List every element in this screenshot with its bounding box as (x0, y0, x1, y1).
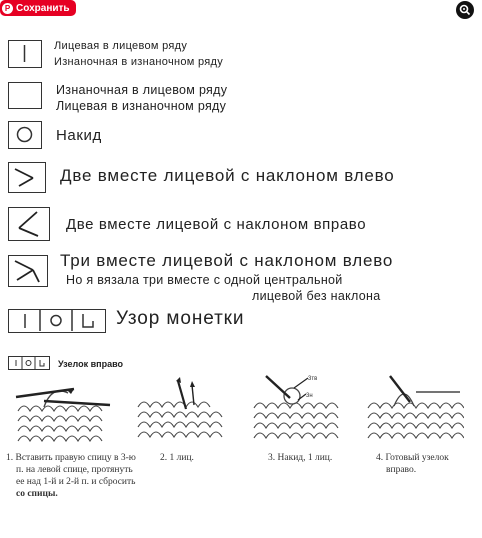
step-3-caption: 3. Накид, 1 лиц. (268, 453, 333, 463)
legend-text: Изнаночная в лицевом ряду (56, 83, 228, 97)
legend-text: лицевой без наклона (252, 289, 381, 303)
visual-search-button[interactable] (456, 1, 474, 19)
step-4-illustration (364, 372, 464, 446)
knit-stitch-symbol (8, 40, 42, 68)
k3tog-left-symbol (8, 255, 48, 287)
legend-text: Две вместе лицевой с наклоном влево (60, 166, 395, 185)
tutorial-title: Узелок вправо (58, 359, 123, 369)
pinterest-save-button[interactable] (0, 0, 76, 16)
legend-text: Но я вязала три вместе с одной центральной (66, 273, 343, 287)
yarn-over-symbol (8, 121, 42, 149)
k2tog-left-symbol (8, 162, 46, 193)
legend-text: Узор монетки (116, 308, 245, 329)
k2tog-right-symbol (8, 207, 50, 241)
pinterest-logo-icon: P (2, 3, 13, 14)
step-3-illustration (250, 372, 346, 446)
step-3-label-b: 3н (306, 393, 313, 399)
save-button-label: Сохранить (16, 2, 70, 14)
step-2-caption: 2. 1 лиц. (160, 453, 194, 463)
legend-text: Две вместе лицевой с наклоном вправо (66, 216, 367, 233)
coin-pattern-symbol (8, 309, 106, 333)
tutorial-coin-symbol (8, 356, 50, 370)
step-1-caption: 1. Вставить правую спицу в 3-ю п. на левой спице, протянуть ее над 1-й и 2-й п. и сбросить со спицы. (6, 453, 136, 499)
legend-text: Изнаночная в изнаночном ряду (54, 56, 224, 68)
legend-text: Накид (56, 127, 102, 144)
step-1-illustration (14, 375, 116, 447)
purl-stitch-symbol (8, 82, 42, 109)
legend-text: Лицевая в изнаночном ряду (56, 99, 227, 113)
step-3-label-a: 3тв (308, 376, 318, 382)
step-4-caption: 4. Готовый узелок вправо. (376, 453, 449, 475)
lens-icon (459, 4, 471, 16)
legend-text: Лицевая в лицевом ряду (54, 40, 188, 52)
step-2-illustration (134, 375, 226, 445)
legend-text: Три вместе лицевой с наклоном влево (60, 251, 394, 270)
